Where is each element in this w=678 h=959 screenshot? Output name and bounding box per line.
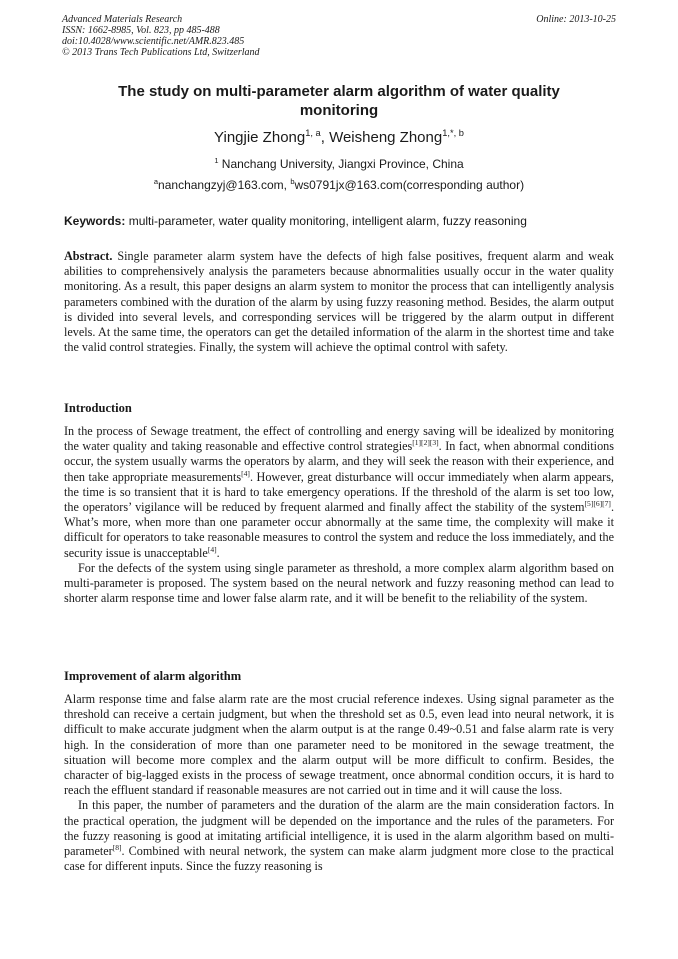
email-b-marker: b [290, 177, 295, 186]
intro-paragraph-2: For the defects of the system using single parameter as threshold, a more complex alarm algorithm based on multi-parameter is proposed. The system based on the neural network and fuzzy reasoning method can lead to shorter alarm response time and lower false alarm rate, and it will be benefit to the reliability of the system. [64, 560, 614, 606]
citation[interactable]: [5][6][7] [584, 498, 611, 508]
improvement-body [64, 692, 614, 874]
affiliation-marker: 1 [214, 156, 219, 165]
online-date: Online: 2013-10-25 [536, 14, 616, 25]
journal-issn: ISSN: 1662-8985, Vol. 823, pp 485-488 [62, 25, 220, 36]
affiliation [0, 157, 678, 171]
abstract [64, 249, 614, 355]
citation[interactable]: [8] [112, 842, 122, 852]
email-a-marker: a [153, 177, 159, 186]
keywords-label: Keywords: [64, 214, 126, 228]
journal-header [62, 14, 616, 58]
journal-name: Advanced Materials Research [62, 14, 183, 25]
citation[interactable]: [4] [207, 544, 217, 554]
author-line [0, 129, 678, 146]
improvement-paragraph-2: In this paper, the number of parameters and the duration of the alarm are the main consideration factors. In the practical operation, the judgment will be depended on the importance and the rules of the parameters. For the fuzzy reasoning is good at imitating artificial intelligence, it is used in the alarm algorithm based on multi-parameter[8]. Combined with neural network, the system can make alarm judgment more close to the practical case for different inputs. Since the fuzzy reasoning is [64, 798, 614, 874]
author-1-affil: 1, a [305, 128, 321, 138]
keywords [64, 214, 614, 228]
author-2-name: Weisheng Zhong [329, 129, 443, 146]
author-2-affil: 1,*, b [442, 128, 464, 138]
citation[interactable]: [1][2][3] [412, 438, 439, 448]
section-heading-introduction: Introduction [64, 401, 132, 415]
journal-copyright: © 2013 Trans Tech Publications Ltd, Switzerland [62, 47, 260, 58]
introduction-body [64, 424, 614, 606]
email-b: ws0791jx@163.com(corresponding author) [294, 178, 525, 192]
improvement-paragraph-1: Alarm response time and false alarm rate are the most crucial reference indexes. Using signal parameter as the threshold can receive a certain judgment, but when the threshold set as 0.5, even lead into neural network, it is difficult to make accurate judgment when the alarm output is at the range 0.49~0.51 and false alarm rate is very high. In the consideration of more than one parameter need to be monitored in the sewage treatment, the situation will become more complex and the alarm output will be more difficult to confirm. Besides, the character of big-lagged exists in the process of sewage treatment, once abnormal condition occurs, it is hard to reach the effluent standard if reasonable measures are not carried out in time and it will cause the loss. [64, 692, 614, 798]
abstract-text: Single parameter alarm system have the defects of high false positives, frequent alarm and weak abilities to comprehensively analysis the parameters because abnormalities usually occur in the water quality monitoring. As a result, this paper designs an alarm system to monitor the process that can intelligently analysis parameters combined with the duration of the alarm by using fuzzy reasoning method. Besides, the alarm output is divided into several levels, and corresponding services will be triggered by the alarm output in different levels. At the same time, the operators can get the detailed information of the alarm in the shortest time and take the valid control strategies. Finally, the system will achieve the optimal control with safety. [64, 249, 614, 355]
section-heading-improvement: Improvement of alarm algorithm [64, 669, 242, 683]
keywords-text: multi-parameter, water quality monitoring, intelligent alarm, fuzzy reasoning [125, 214, 527, 228]
intro-paragraph-1: In the process of Sewage treatment, the effect of controlling and energy saving will be idealized by monitoring the water quality and taking reasonable and effective control strategies[1][2][3]. In fact, when abnormal conditions occur, the system usually warms the operators by alarm, and they will seek the reason with their experience, and then take appropriate measurements[4]. However, great disturbance will occur immediately when alarm appears, the time is so transient that it is hard to take emergency operations. If the threshold of the alarm is set too low, the operators’ vigilance will be reduced by frequent alarmed and finally affect the stability of the system[5][6][7]. What’s more, when more than one parameter occur abnormally at the same time, the complexity will make it difficult for operators to take reasonable measures to control the system and reduce the loss immediately, and the security issue is unacceptable[4]. [64, 424, 614, 560]
affiliation-text: Nanchang University, Jiangxi Province, China [218, 157, 464, 171]
abstract-label: Abstract. [64, 249, 113, 263]
author-1-name: Yingjie Zhong [214, 129, 306, 146]
paper-title: The study on multi-parameter alarm algorithm of water quality monitoring [118, 83, 560, 119]
journal-doi: doi:10.4028/www.scientific.net/AMR.823.485 [62, 36, 245, 47]
email-a: nanchangzyj@163.com, [158, 178, 291, 192]
citation[interactable]: [4] [241, 468, 250, 478]
email-line [0, 178, 678, 192]
author-separator: , [320, 129, 330, 146]
